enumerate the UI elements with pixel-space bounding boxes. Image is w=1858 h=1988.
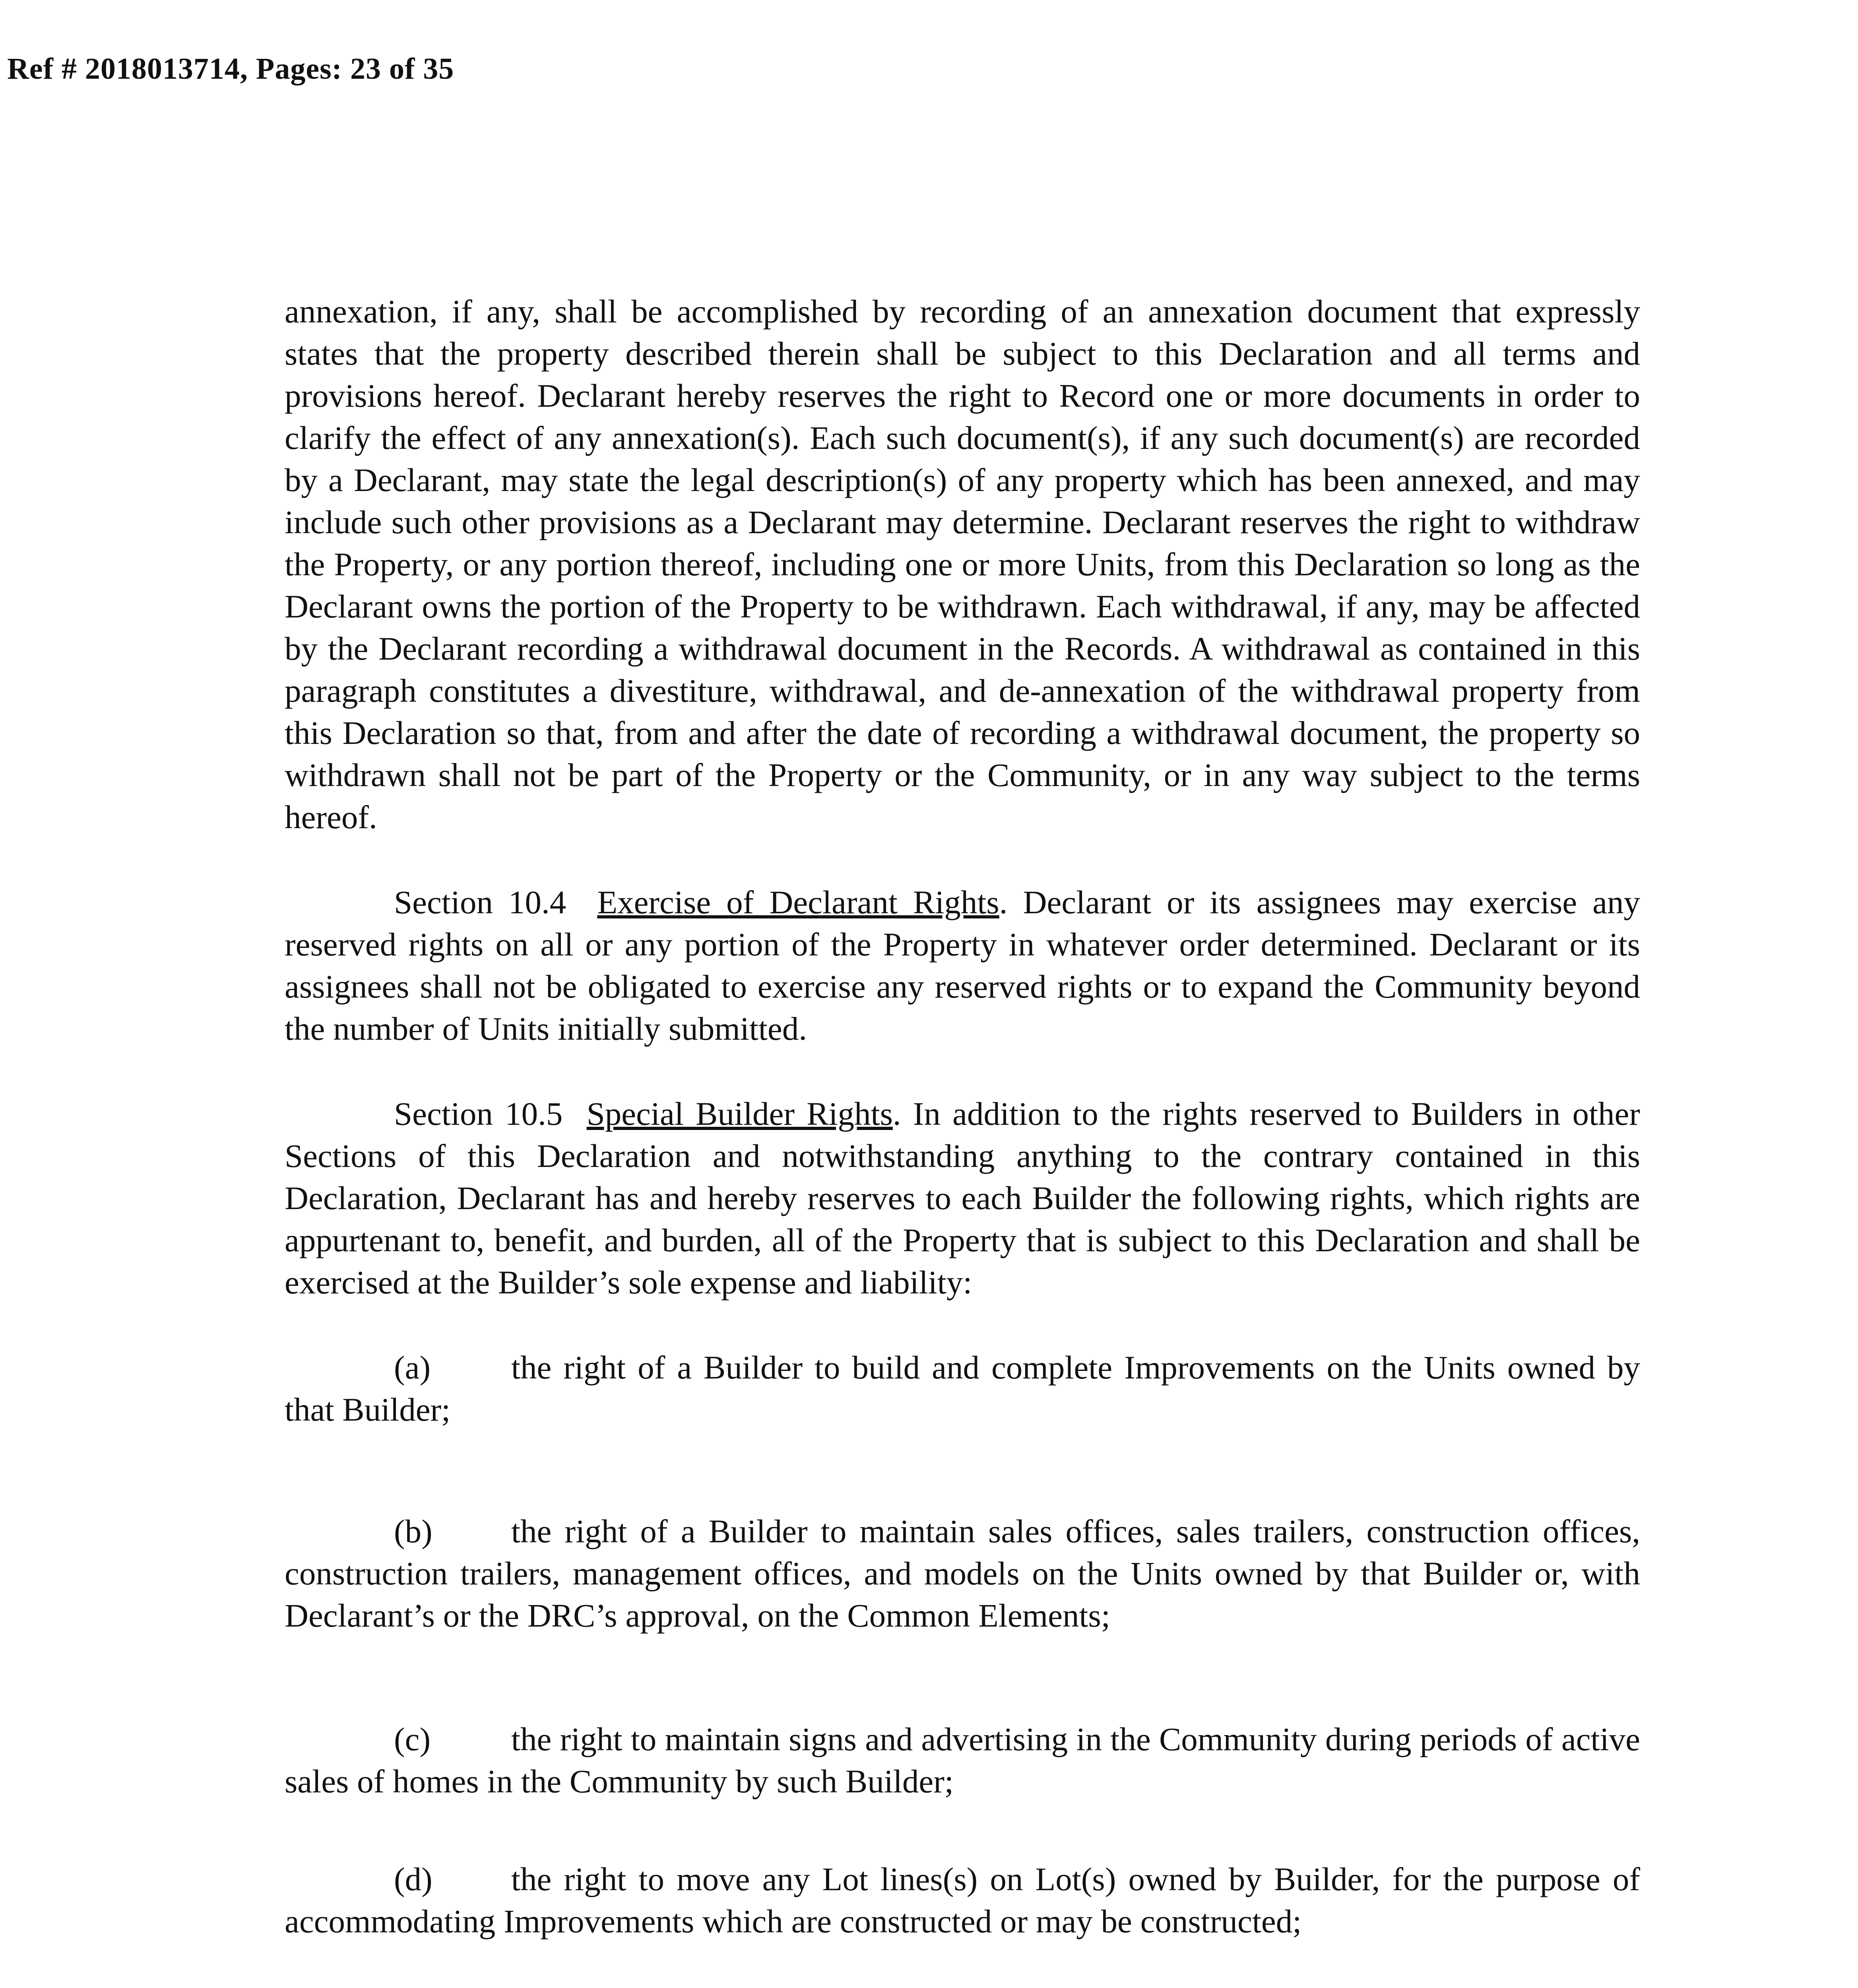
list-item-b bbox=[285, 1510, 1640, 1637]
section-10-4-text: . Declarant or its assignees may exercise any reserved rights on all or any portion of the Property in whatever order determined. Declarant or its assignees shall not be obligated to exercise any reserved rights or to expand the Community beyond the number of Units initially submitted. bbox=[285, 884, 1640, 1047]
list-item-b-label: (b) bbox=[394, 1513, 432, 1549]
document-reference-header: Ref # 2018013714, Pages: 23 of 35 bbox=[7, 52, 454, 85]
section-10-5-title: Special Builder Rights bbox=[586, 1095, 893, 1132]
list-item-c bbox=[285, 1718, 1640, 1802]
list-item-a-label: (a) bbox=[394, 1349, 431, 1386]
list-item-b-text: the right of a Builder to maintain sales offices, sales trailers, construction offices, construction trailers, management offices, and models on the Units owned by that Builder or, with Declarant’s or the DRC’s approval, on the Common Elements; bbox=[285, 1513, 1640, 1634]
section-10-4 bbox=[285, 881, 1640, 1050]
document-body bbox=[285, 290, 1640, 1988]
list-item-c-text: the right to maintain signs and advertising in the Community during periods of active sales of homes in the Community by such Builder; bbox=[285, 1721, 1640, 1800]
section-10-4-number: Section 10.4 bbox=[394, 884, 566, 920]
section-10-5 bbox=[285, 1093, 1640, 1303]
list-item-d-text: the right to move any Lot lines(s) on Lot(s) owned by Builder, for the purpose of accommodating Improvements which are constructed or may be constructed; bbox=[285, 1861, 1640, 1939]
list-item-d bbox=[285, 1858, 1640, 1942]
section-10-5-number: Section 10.5 bbox=[394, 1095, 563, 1132]
list-item-c-label: (c) bbox=[394, 1721, 431, 1757]
list-item-a bbox=[285, 1346, 1640, 1431]
section-10-5-text: . In addition to the rights reserved to Builders in other Sections of this Declaration and notwithstanding anything to the contrary contained in this Declaration, Declarant has and hereby reserves to each Builder the following rights, which rights are appurtenant to, benefit, and burden, all of the Property that is subject to this Declaration and shall be exercised at the Builder’s sole expense and liability: bbox=[285, 1095, 1641, 1301]
list-item-a-text: the right of a Builder to build and complete Improvements on the Units owned by that Builder; bbox=[285, 1349, 1640, 1428]
list-item-d-label: (d) bbox=[394, 1861, 432, 1897]
annexation-paragraph: annexation, if any, shall be accomplished by recording of an annexation document that expressly states that the property described therein shall be subject to this Declaration and all terms and provisions hereof. Declarant hereby reserves the right to Record one or more documents in order to clarify the effect of any annexation(s). Each such document(s), if any such document(s) are recorded by a Declarant, may state the legal description(s) of any property which has been annexed, and may include such other provisions as a Declarant may determine. Declarant reserves the right to withdraw the Property, or any portion thereof, including one or more Units, from this Declaration so long as the Declarant owns the portion of the Property to be withdrawn. Each withdrawal, if any, may be affected by the Declarant recording a withdrawal document in the Records. A withdrawal as contained in this paragraph constitutes a divestiture, withdrawal, and de-annexation of the withdrawal property from this Declaration so that, from and after the date of recording a withdrawal document, the property so withdrawn shall not be part of the Property or the Community, or in any way subject to the terms hereof. bbox=[285, 293, 1640, 835]
section-10-4-title: Exercise of Declarant Rights bbox=[597, 884, 999, 920]
